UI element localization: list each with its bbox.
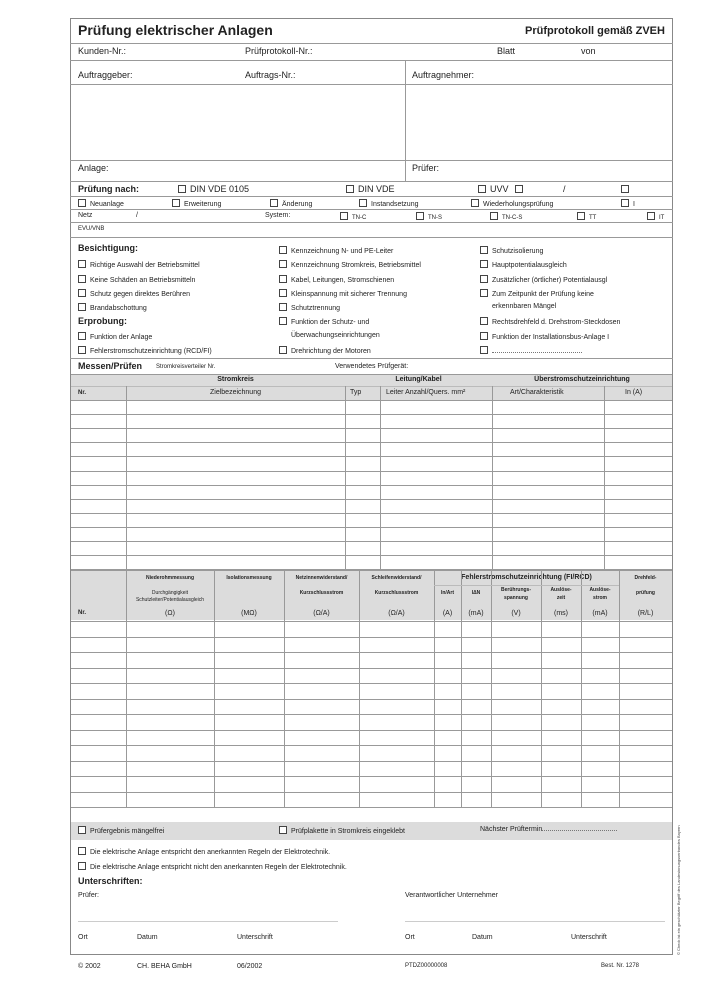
plakette-option[interactable]: Prüfplakette in Stromkreis eingeklebt	[279, 826, 405, 835]
table1-row-line	[71, 428, 672, 429]
din-vde-0105-option[interactable]: DIN VDE 0105	[178, 184, 249, 194]
naechster-termin[interactable]: Nächster Prüftermin	[480, 826, 617, 833]
c-nr: Nr.	[78, 390, 87, 396]
table2-col-line	[359, 570, 360, 807]
table1-row-line	[71, 555, 672, 556]
type-erweiterung[interactable]: Erweiterung	[172, 199, 221, 208]
table2-col-line	[284, 570, 285, 807]
system-tn-c-s[interactable]: TN-C-S	[490, 212, 522, 221]
h-drehfeld: Drehfeld-	[634, 575, 657, 581]
side-note: © Check ist ein geschützter Begriff des Landesinnungsverbandes Bayern	[676, 825, 681, 955]
form-code: PTDZ00000008	[405, 963, 448, 969]
ort-right: Ort	[405, 934, 415, 941]
evu-label: EVU/VNB	[78, 226, 105, 232]
type-aenderung[interactable]: Änderung	[270, 199, 312, 208]
order-number: Best. Nr. 1278	[601, 963, 640, 969]
erp-c3-2[interactable]	[480, 346, 582, 355]
c-ziel: Zielbezeichnung	[210, 389, 261, 396]
h-i-dn: IΔN	[471, 590, 481, 596]
c-typ: Typ	[350, 389, 362, 396]
h-ausl-zeit2: zeit	[556, 595, 566, 601]
system-it[interactable]: IT	[647, 212, 664, 221]
h-fi: Fehlerstromschutzeinrichtung (FI/RCD)	[461, 574, 592, 581]
besichtigung-label: Besichtigung:	[78, 243, 138, 253]
table1-row-line	[71, 456, 672, 457]
h-schleifen: Schleifenwiderstand/	[371, 575, 422, 581]
h-in-art: In/Art	[440, 590, 455, 596]
h-netzinnen: Netzinnenwiderstand/	[295, 575, 348, 581]
table2-row-line	[71, 807, 672, 808]
c-art: Art/Charakteristik	[510, 389, 564, 396]
copyright: © 2002	[78, 963, 101, 970]
table2-col-line	[619, 570, 620, 807]
table1-row-line	[71, 442, 672, 443]
erprobung-label: Erprobung:	[78, 316, 127, 326]
c2-nr: Nr.	[78, 610, 87, 616]
ort-left: Ort	[78, 934, 88, 941]
erp-c2-1[interactable]: Drehrichtung der Motoren	[279, 346, 371, 355]
bes-c3-2[interactable]: Zusätzlicher (örtlicher) Potentialausgl	[480, 275, 607, 284]
bes-c2-2[interactable]: Kabel, Leitungen, Stromschienen	[279, 275, 394, 284]
von-label: von	[581, 46, 596, 56]
unit-label: (Ω/A)	[313, 610, 330, 617]
bes-c3-0[interactable]: Schutzisolierung	[480, 246, 543, 255]
maengelfrei-option[interactable]: Prüfergebnis mängelfrei	[78, 826, 164, 835]
erp-c1-0[interactable]: Funktion der Anlage	[78, 332, 152, 341]
kunden-nr-label: Kunden-Nr.:	[78, 46, 127, 56]
sig-pruefer-label: Prüfer:	[78, 892, 100, 899]
erp-c3-1[interactable]: Funktion der Installationsbus-Anlage I	[480, 332, 609, 341]
h-niederohm: Niederohmmessung	[145, 575, 195, 581]
bes-c1-0[interactable]: Richtige Auswahl der Betriebsmittel	[78, 260, 200, 269]
pruefung-nach-label: Prüfung nach:	[78, 184, 139, 194]
table2-col-line	[214, 570, 215, 807]
bes-c3-3[interactable]: Zum Zeitpunkt der Prüfung keine	[480, 289, 594, 298]
din-vde-option[interactable]: DIN VDE	[346, 184, 395, 194]
h-niederohm-sub: Durchgängigkeit Schutzleiter/Potentialausgleich	[135, 590, 205, 603]
unit-label: (mA)	[468, 610, 484, 617]
pruefer-label: Prüfer:	[412, 163, 440, 173]
unit-label: (MΩ)	[241, 610, 257, 617]
h-ueberstrom: Überstromschutzeinrichtung	[534, 376, 630, 383]
h-kurzschluss1: Kurzschlussstrom	[299, 590, 344, 596]
c-in: In (A)	[625, 389, 643, 396]
pruefprotokoll-nr-label: Prüfprotokoll-Nr.:	[245, 46, 313, 56]
table1-row-line	[71, 499, 672, 500]
h-beruehr: Berührungs-	[501, 587, 531, 593]
h-drehfeld2: prüfung	[636, 590, 655, 596]
uvv-option[interactable]: UVV	[478, 184, 527, 194]
table1-row-line	[71, 414, 672, 415]
messen-label: Messen/Prüfen	[78, 361, 143, 371]
table2-col-line	[461, 570, 462, 807]
print-date: 06/2002	[237, 963, 263, 970]
type-instandsetzung[interactable]: Instandsetzung	[359, 199, 418, 208]
type-wiederholung[interactable]: Wiederholungsprüfung	[471, 199, 553, 208]
erp-c3-0[interactable]: Rechtsdrehfeld d. Drehstrom-Steckdosen	[480, 317, 620, 326]
unterschriften-label: Unterschriften:	[78, 876, 143, 886]
bes-c2-4[interactable]: Schutztrennung	[279, 303, 340, 312]
table2-col-line	[581, 570, 582, 807]
table2-col-line	[434, 570, 435, 807]
bes-c1-3[interactable]: Brandabschottung	[78, 303, 147, 312]
unit-label: (Ω/A)	[388, 610, 405, 617]
bes-c2-3[interactable]: Kleinspannung mit sicherer Trennung	[279, 289, 407, 298]
c-leiter: Leiter Anzahl/Quers. mm²	[386, 389, 466, 396]
system-label: System:	[265, 212, 291, 219]
table1-row-line	[71, 485, 672, 486]
blatt-label: Blatt	[497, 46, 516, 56]
unterschrift-left: Unterschrift	[237, 934, 273, 941]
h-ausl-zeit1: Auslöse-	[550, 587, 572, 593]
pruefung-other-checkbox[interactable]	[621, 184, 633, 194]
protocol-form	[70, 18, 673, 955]
table2-col-line	[126, 570, 127, 807]
erp-c2-0b: Überwachungseinrichtungen	[291, 332, 380, 339]
unit-label: (Ω)	[165, 610, 175, 617]
h-spannung: spannung	[504, 595, 528, 601]
h-kurzschluss2: Kurzschlussstrom	[374, 590, 419, 596]
unit-label: (V)	[511, 610, 521, 617]
unit-label: (A)	[442, 610, 453, 617]
entspricht-nicht-option[interactable]: Die elektrische Anlage entspricht nicht den anerkannten Regeln der Elektrotechnik.	[78, 862, 347, 871]
anlage-label: Anlage:	[78, 163, 109, 173]
bes-c3-1[interactable]: Hauptpotentialausgleich	[480, 260, 567, 269]
unit-label: (ms)	[554, 610, 568, 617]
entspricht-option[interactable]: Die elektrische Anlage entspricht den anerkannten Regeln der Elektrotechnik.	[78, 847, 330, 856]
table1-col-line	[126, 386, 127, 570]
table1-row-line	[71, 400, 672, 401]
h-stromkreis: Stromkreis	[217, 376, 254, 383]
verteiler-label: Stromkreisverteiler Nr.	[156, 364, 216, 370]
table2-col-line	[541, 570, 542, 807]
bes-c2-1[interactable]: Kennzeichnung Stromkreis, Betriebsmittel	[279, 260, 421, 269]
table2-fi-divider	[434, 585, 619, 586]
netz-label: Netz	[78, 212, 93, 219]
bes-c1-1[interactable]: Keine Schäden an Betriebsmitteln	[78, 275, 195, 284]
pruefgeraet-label: Verwendetes Prüfgerät:	[335, 363, 409, 370]
netz-slash: /	[136, 212, 138, 219]
table2-top-line	[71, 570, 672, 571]
auftraggeber-label: Auftraggeber:	[78, 70, 133, 80]
h-ausl-strom1: Auslöse-	[589, 587, 611, 593]
auftrags-nr-label: Auftrags-Nr.:	[245, 70, 296, 80]
datum-left: Datum	[137, 934, 158, 941]
erp-c1-1[interactable]: Fehlerstromschutzeinrichtung (RCD/FI)	[78, 346, 212, 355]
form-title: Prüfung elektrischer Anlagen	[78, 22, 273, 38]
table1-col-line	[604, 386, 605, 570]
table1-row-line	[71, 527, 672, 528]
table1-row-line	[71, 541, 672, 542]
auftragnehmer-label: Auftragnehmer:	[412, 70, 475, 80]
h-leitung: Leitung/Kabel	[395, 376, 442, 383]
erp-c2-0[interactable]: Funktion der Schutz- und	[279, 317, 369, 326]
table1-row-line	[71, 513, 672, 514]
table1-col-line	[492, 386, 493, 570]
table1-top-line	[71, 374, 672, 375]
company: CH. BEHA GmbH	[137, 963, 192, 970]
sig-unternehmer-label: Verantwortlicher Unternehmer	[405, 892, 498, 899]
bes-c3-4: erkennbaren Mängel	[492, 303, 557, 310]
h-ausl-strom2: strom	[593, 595, 607, 601]
h-isolation: Isolationsmessung	[226, 575, 272, 581]
unit-label: (R/L)	[637, 610, 654, 617]
unit-label: (mA)	[592, 610, 608, 617]
table1-row-line	[71, 471, 672, 472]
table1-col-line	[345, 386, 346, 570]
system-tt[interactable]: TT	[577, 212, 596, 221]
type-other[interactable]: I	[621, 199, 635, 208]
pruefung-slash: /	[563, 184, 566, 194]
system-tn-s[interactable]: TN-S	[416, 212, 442, 221]
system-tn-c[interactable]: TN-C	[340, 212, 366, 221]
datum-right: Datum	[472, 934, 493, 941]
type-neuanlage[interactable]: Neuanlage	[78, 199, 124, 208]
bes-c1-2[interactable]: Schutz gegen direktes Berühren	[78, 289, 190, 298]
unterschrift-right: Unterschrift	[571, 934, 607, 941]
table1-col-line	[380, 386, 381, 570]
bes-c2-0[interactable]: Kennzeichnung N- und PE-Leiter	[279, 246, 393, 255]
protocol-title: Prüfprotokoll gemäß ZVEH	[525, 25, 665, 37]
table2-col-line	[491, 570, 492, 807]
